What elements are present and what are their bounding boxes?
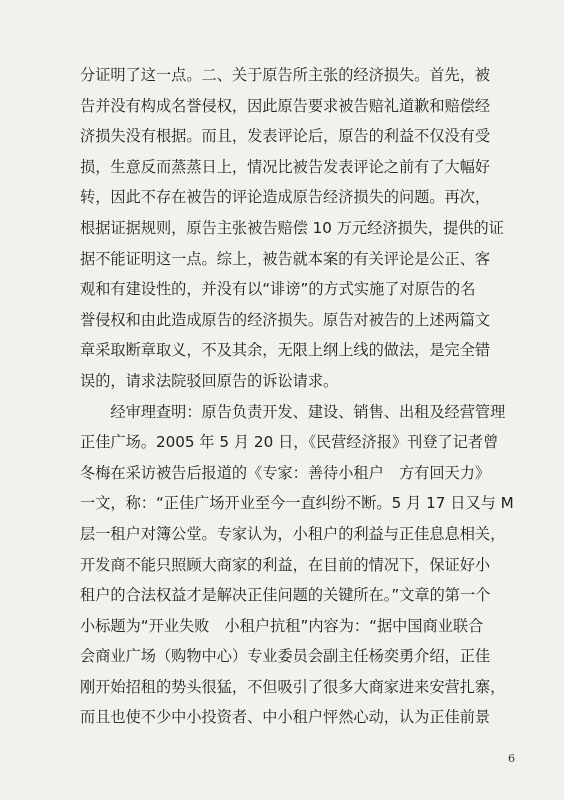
text-line: 冬梅在采访被告后报道的《专家：善待小租户 方有回天力》 xyxy=(80,463,491,482)
text-line: 开发商不能只照顾大商家的利益，在目前的情况下，保证好小 xyxy=(80,555,491,574)
text-line: 据不能证明这一点。综上，被告就本案的有关评论是公正、客 xyxy=(80,249,491,268)
text-line: 损，生意反而蒸蒸日上，情况比被告发表评论之前有了大幅好 xyxy=(80,157,491,176)
text-line: 小标题为“开业失败 小租户抗租”内容为：“据中国商业联合 xyxy=(80,616,484,635)
text-line: 租户的合法权益才是解决正佳问题的关键所在。”文章的第一个 xyxy=(80,586,491,605)
text-line: 刚开始招租的势头很猛，不但吸引了很多大商家进来安营扎寨， xyxy=(80,677,506,696)
text-line: 一文，称：“正佳广场开业至今一直纠纷不断。5 月 17 日又与 M xyxy=(80,494,514,513)
text-line: 转，因此不存在被告的评论造成原告经济损失的问题。再次， xyxy=(80,188,491,207)
text-line: 而且也使不少中小投资者、中小租户怦然心动，认为正佳前景 xyxy=(80,708,491,727)
text-line: 章采取断章取义，不及其余，无限上纲上线的做法，是完全错 xyxy=(80,341,491,360)
text-line: 根据证据规则，原告主张被告赔偿 10 万元经济损失，提供的证 xyxy=(80,218,504,237)
page-number: 6 xyxy=(508,752,515,765)
text-line: 会商业广场（购物中心）专业委员会副主任杨奕勇介绍，正佳 xyxy=(80,647,491,666)
body-text xyxy=(80,60,520,733)
text-line: 分证明了这一点。二、关于原告所主张的经济损失。首先，被 xyxy=(80,66,491,84)
text-line: 误的，请求法院驳回原告的诉讼请求。 xyxy=(80,371,339,390)
text-line: 告并没有构成名誉侵权，因此原告要求被告赔礼道歉和赔偿经 xyxy=(80,96,491,115)
text-line: 观和有建设性的，并没有以“诽谤”的方式实施了对原告的名 xyxy=(80,280,476,299)
text-line: 誉侵权和由此造成原告的经济损失。原告对被告的上述两篇文 xyxy=(80,310,491,329)
text-line: 正佳广场。2005 年 5 月 20 日，《民营经济报》刊登了记者曾 xyxy=(80,433,499,452)
text-line: 层一租户对簿公堂。专家认为，小租户的利益与正佳息息相关， xyxy=(80,524,506,543)
text-line: 济损失没有根据。而且，发表评论后，原告的利益不仅没有受 xyxy=(80,127,491,146)
text-line: 经审理查明：原告负责开发、建设、销售、出租及经营管理 xyxy=(80,402,506,421)
